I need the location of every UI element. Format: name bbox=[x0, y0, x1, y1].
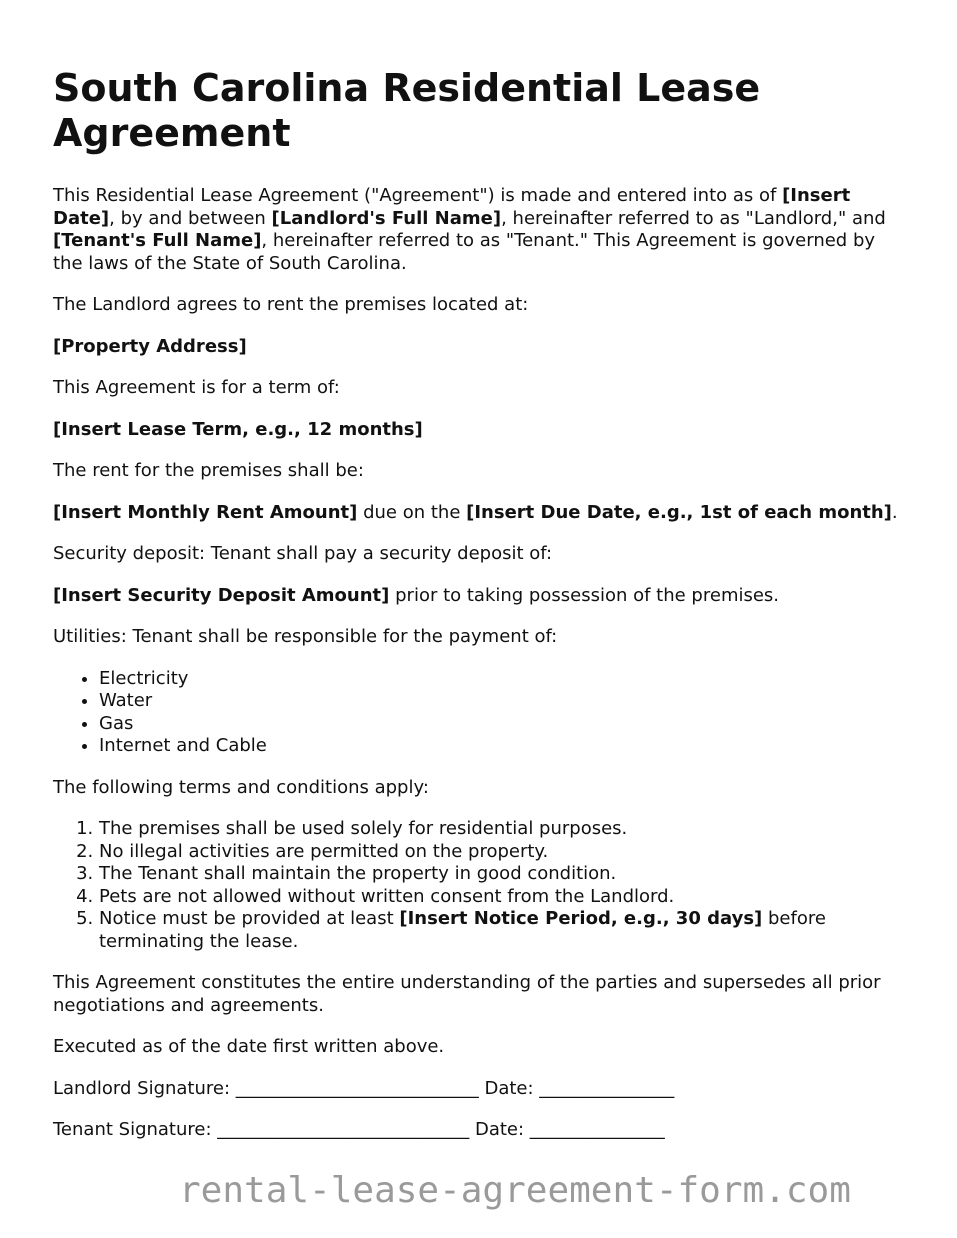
rent-lead: The rent for the premises shall be: bbox=[53, 460, 364, 481]
list-item: • Internet and Cable bbox=[99, 735, 898, 758]
terms-lead: The following terms and conditions apply: bbox=[53, 776, 429, 798]
list-item: 3. The Tenant shall maintain the property in good condition. bbox=[99, 863, 898, 886]
list-item: • Gas bbox=[99, 713, 898, 736]
premises-lead: The Landlord agrees to rent the premises located at: bbox=[53, 294, 529, 315]
utilities-lead: Utilities: Tenant shall be responsible for the payment of: bbox=[53, 626, 558, 647]
landlord-name-placeholder: [Landlord's Full Name] bbox=[271, 207, 502, 229]
list-item: 4. Pets are not allowed without written consent from the Landlord. bbox=[99, 886, 898, 909]
deposit-detail: [Insert Security Deposit Amount] prior to taking possession of the premises. bbox=[53, 584, 780, 606]
notice-period-placeholder: [Insert Notice Period, e.g., 30 days] bbox=[399, 908, 763, 929]
document-title: South Carolina Residential Lease Agreement bbox=[53, 66, 761, 155]
list-item: 2. No illegal activities are permitted on the property. bbox=[99, 841, 898, 864]
closing-paragraph: This Agreement constitutes the entire understanding of the parties and supersedes all prior negotiations and agreements. bbox=[53, 972, 881, 1016]
tenant-signature-line: Tenant Signature: ____________________________ Date: _______________ bbox=[53, 1119, 665, 1140]
executed-line: Executed as of the date first written above. bbox=[53, 1036, 445, 1057]
list-item: • Water bbox=[99, 690, 898, 713]
intro-text-4: , hereinafter referred to as "Tenant." This Agreement is governed by the laws of the State of South Carolina. bbox=[53, 230, 876, 274]
intro-text-2: , by and between bbox=[109, 207, 272, 229]
landlord-signature-line: Landlord Signature: ___________________________ Date: _______________ bbox=[53, 1077, 675, 1099]
lease-document bbox=[53, 66, 898, 1161]
lease-term-placeholder: [Insert Lease Term, e.g., 12 months] bbox=[53, 418, 423, 440]
list-item: 5. Notice must be provided at least [Insert Notice Period, e.g., 30 days] before terminating the lease. bbox=[99, 908, 898, 953]
rent-detail: [Insert Monthly Rent Amount] due on the [Insert Due Date, e.g., 1st of each month]. bbox=[53, 501, 898, 523]
watermark-text: rental-lease-agreement-form.com bbox=[179, 1170, 851, 1211]
insert-date-placeholder: [Insert Date] bbox=[53, 185, 851, 229]
rent-amount-placeholder: [Insert Monthly Rent Amount] bbox=[53, 501, 358, 523]
term-lead: This Agreement is for a term of: bbox=[53, 377, 340, 398]
terms-list bbox=[53, 818, 898, 953]
utilities-list bbox=[53, 668, 898, 758]
intro-text-1: This Residential Lease Agreement ("Agreement") is made and entered into as of bbox=[53, 185, 783, 206]
deposit-lead: Security deposit: Tenant shall pay a security deposit of: bbox=[53, 543, 553, 564]
intro-paragraph bbox=[53, 185, 898, 275]
intro-text-3: , hereinafter referred to as "Landlord," and bbox=[501, 207, 886, 229]
list-item: • Electricity bbox=[99, 668, 898, 691]
due-date-placeholder: [Insert Due Date, e.g., 1st of each month] bbox=[466, 501, 892, 523]
deposit-amount-placeholder: [Insert Security Deposit Amount] bbox=[53, 584, 390, 606]
property-address-placeholder: [Property Address] bbox=[53, 335, 247, 357]
tenant-name-placeholder: [Tenant's Full Name] bbox=[53, 230, 262, 251]
list-item: 1. The premises shall be used solely for residential purposes. bbox=[99, 818, 898, 841]
